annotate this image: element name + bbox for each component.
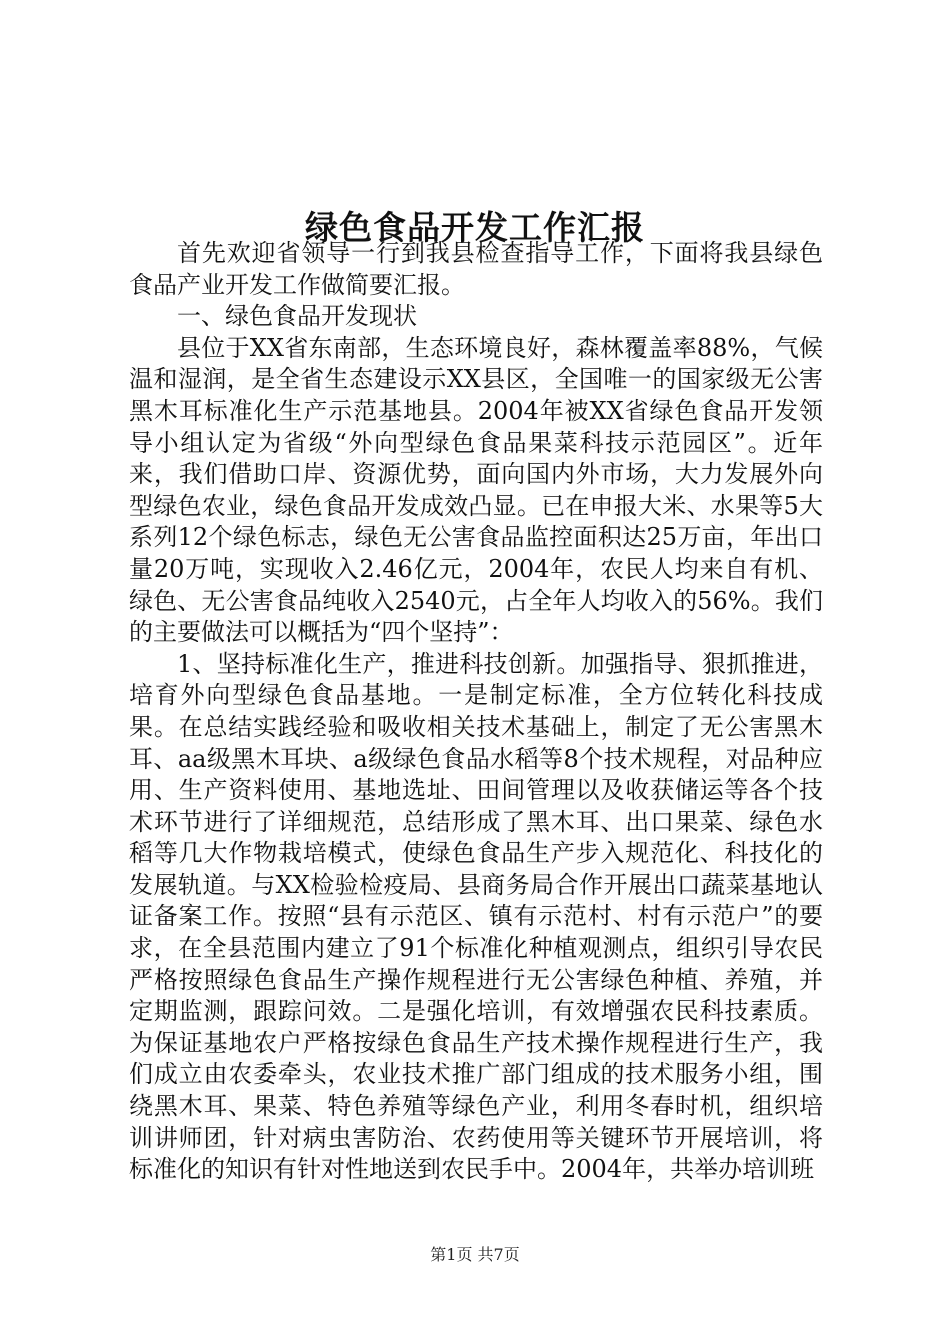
paragraph-status: 县位于XX省东南部，生态环境良好，森林覆盖率88%，气候温和湿润，是全省生态建设示XX县区，全国唯一的国家级无公害黑木耳标准化生产示范基地县。2004年被XX省绿色食品开发领导小组认定为省级“外向型绿色食品果菜科技示范园区”。近年来，我们借助口岸、资源优势，面向国内外市场，大力发展外向型绿色农业，绿色食品开发成效凸显。已在申报大米、水果等5大系列12个绿色标志，绿色无公害食品监控面积达25万亩，年出口量20万吨，实现收入2.46亿元，2004年，农民人均来自有机、绿色、无公害食品纯收入2540元，占全年人均收入的56%。我们的主要做法可以概括为“四个坚持”： xyxy=(129,333,823,647)
page-footer: 第1页 共7页 xyxy=(430,1245,520,1264)
paragraph-standardization: 1、坚持标准化生产，推进科技创新。加强指导、狠抓推进，培育外向型绿色食品基地。一是制定标准，全方位转化科技成果。在总结实践经验和吸收相关技术基础上，制定了无公害黑木耳、aa级黑木耳块、a级绿色食品水稻等8个技术规程，对品种应用、生产资料使用、基地选址、田间管理以及收获储运等各个技术环节进行了详细规范，总结形成了黑木耳、出口果菜、绿色水稻等几大作物栽培模式，使绿色食品生产步入规范化、科技化的发展轨道。与XX检验检疫局、县商务局合作开展出口蔬菜基地认证备案工作。按照“县有示范区、镇有示范村、村有示范户”的要求，在全县范围内建立了91个标准化种植观测点，组织引导农民严格按照绿色食品生产操作规程进行无公害绿色种植、养殖，并定期监测，跟踪问效。二是强化培训，有效增强农民科技素质。为保证基地农户严格按绿色食品生产技术操作规程进行生产，我们成立由农委牵头，农业技术推广部门组成的技术服务小组，围绕黑木耳、果菜、特色养殖等绿色产业，利用冬春时机，组织培训讲师团，针对病虫害防治、农药使用等关键环节开展培训，将标准化的知识有针对性地送到农民手中。2004年，共举办培训班 xyxy=(129,649,823,1184)
section-heading: 一、绿色食品开发现状 xyxy=(177,302,417,331)
document-body xyxy=(129,238,823,1186)
paragraph-intro: 首先欢迎省领导一行到我县检查指导工作，下面将我县绿色食品产业开发工作做简要汇报。 xyxy=(129,239,823,299)
document-title: 绿色食品开发工作汇报 xyxy=(305,208,645,248)
